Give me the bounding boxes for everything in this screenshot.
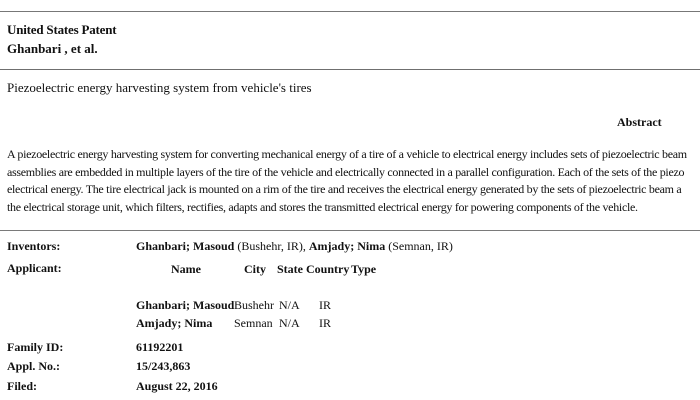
inventors-label: Inventors: [7,239,61,253]
applicant-city: Semnan [234,316,273,330]
applicant-header-country: Country [306,262,350,276]
header-divider [0,69,700,70]
applicant-header-type: Type [351,262,377,276]
family-id-label: Family ID: [7,340,64,354]
family-id-value: 61192201 [136,340,184,354]
appl-no-label: Appl. No.: [7,359,61,373]
inventor-name: Amjady; Nima [308,239,386,253]
abstract-divider [0,230,700,231]
inventor-location: (Bushehr, IR), [234,239,309,253]
abstract-line: electrical energy. The tire electrical jack is mounted on a rim of the tire and receives the electrical energy generated by the sets of piezoelectric beam a [7,182,682,196]
patent-title: Piezoelectric energy harvesting system from vehicle's tires [7,80,312,95]
inventor-location: (Semnan, IR) [385,239,453,253]
patent-type-heading: United States Patent [7,22,117,37]
applicant-header-name: Name [171,262,201,276]
filed-label: Filed: [7,379,37,393]
inventor-name: Ghanbari; Masoud [136,239,235,253]
inventors-value [136,239,453,254]
applicant-country: IR [319,298,331,312]
abstract-line: A piezoelectric energy harvesting system for converting mechanical energy of a tire of a vehicle to electrical energy includes sets of piezoelectric beam [7,147,687,161]
applicant-state: N/A [279,298,300,312]
applicant-name: Amjady; Nima [136,316,213,330]
filed-value: August 22, 2016 [136,379,218,393]
applicant-label: Applicant: [7,261,62,275]
abstract-line: the electrical storage unit, which filters, rectifies, adapts and stores the transmitted electrical energy for powering components of the vehicle. [7,199,638,214]
applicant-state: N/A [279,316,300,330]
inventor-short-heading: Ghanbari , et al. [7,41,98,56]
applicant-name: Ghanbari; Masoud [136,298,235,312]
abstract-line: assemblies are embedded in multiple layers of the tire of the vehicle and electrically connected in a parallel configuration. Each of the sets of the piezo [7,164,685,179]
applicant-header-city: City [244,262,266,276]
abstract-text [7,146,700,216]
applicant-city: Bushehr [234,298,274,312]
abstract-heading: Abstract [617,115,662,129]
top-divider [0,11,700,12]
applicant-header-state: State [277,262,303,276]
appl-no-value: 15/243,863 [136,359,191,373]
applicant-country: IR [319,316,331,330]
